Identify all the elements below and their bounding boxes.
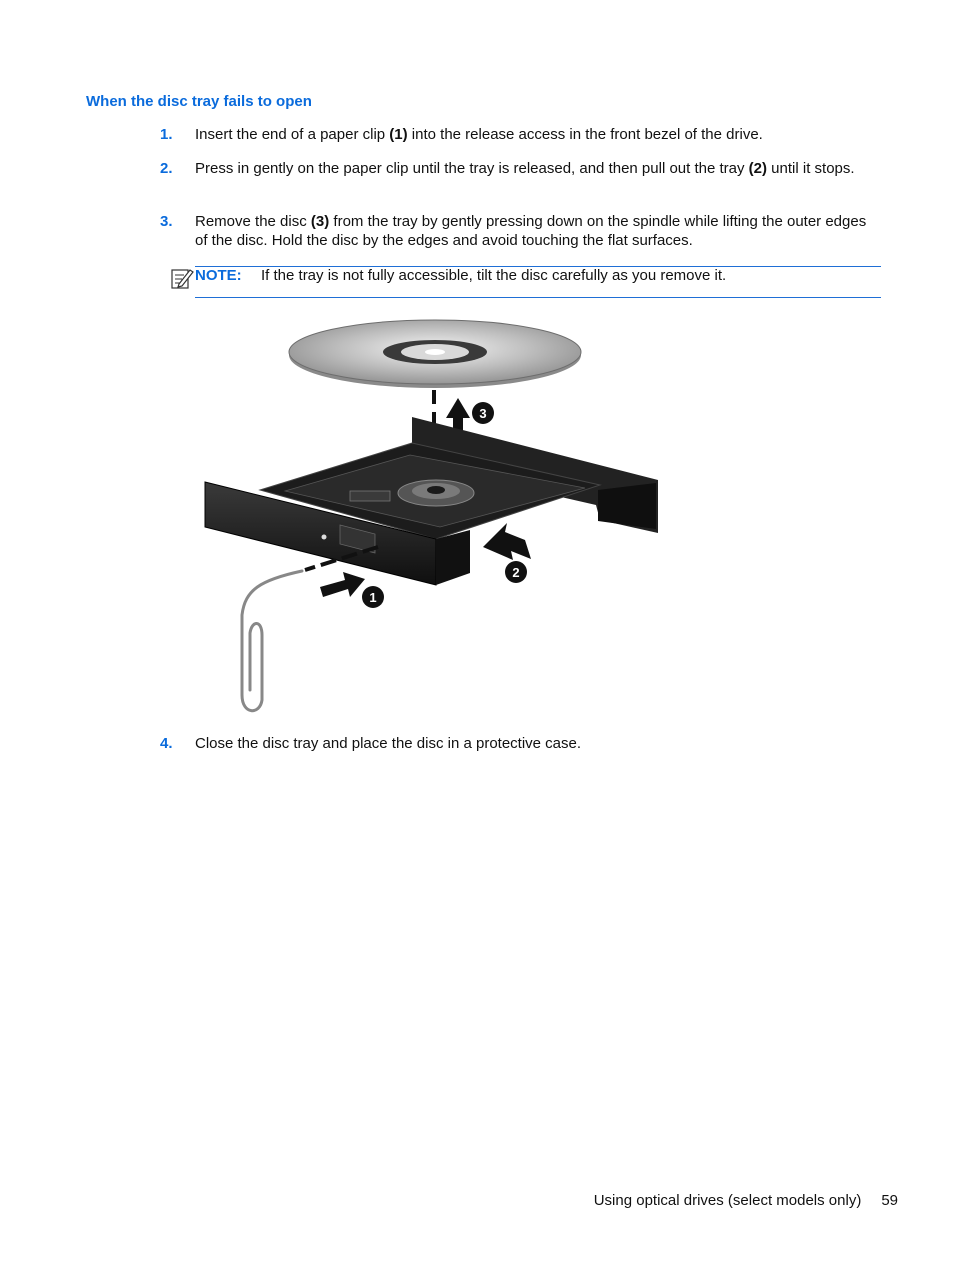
footer-section-title: Using optical drives (select models only) [593,1192,862,1209]
note-pencil-icon [170,266,194,290]
insert-arrow-icon [320,572,365,597]
note-text: If the tray is not fully accessible, tilt the disc carefully as you remove it. [261,267,727,284]
step-4 [160,734,872,753]
callout-2 [505,561,527,583]
page-number: 59 [881,1192,898,1209]
step-text: Insert the end of a paper clip (1) into the release access in the front bezel of the drive. [195,126,763,143]
step-number: 2. [160,160,173,177]
paper-clip [242,571,302,711]
optical-drive-illustration [200,315,670,715]
step-text: Press in gently on the paper clip until the tray is released, and then pull out the tray (2) until it stops. [195,160,855,177]
step-3 [160,212,872,250]
release-hole [322,535,327,540]
callout-3 [472,402,494,424]
svg-text:2: 2 [512,565,520,580]
pull-arrow-icon [483,523,531,560]
step-number: 4. [160,735,173,752]
note-label: NOTE: [195,267,242,284]
svg-text:1: 1 [369,590,377,605]
note-box [195,266,881,298]
step-number: 3. [160,213,173,230]
step-text: Remove the disc (3) from the tray by gently pressing down on the spindle while lifting the outer edges of the disc. Hold the disc by the edges and avoid touching the flat surfaces. [195,213,867,249]
section-heading: When the disc tray fails to open [86,93,312,110]
spindle [398,480,474,506]
step-1 [160,125,872,144]
svg-text:3: 3 [479,406,487,421]
step-number: 1. [160,126,173,143]
step-2 [160,159,872,178]
callout-1 [362,586,384,608]
step-text: Close the disc tray and place the disc in a protective case. [195,735,582,752]
disc [289,320,581,388]
page-footer [594,1192,898,1209]
